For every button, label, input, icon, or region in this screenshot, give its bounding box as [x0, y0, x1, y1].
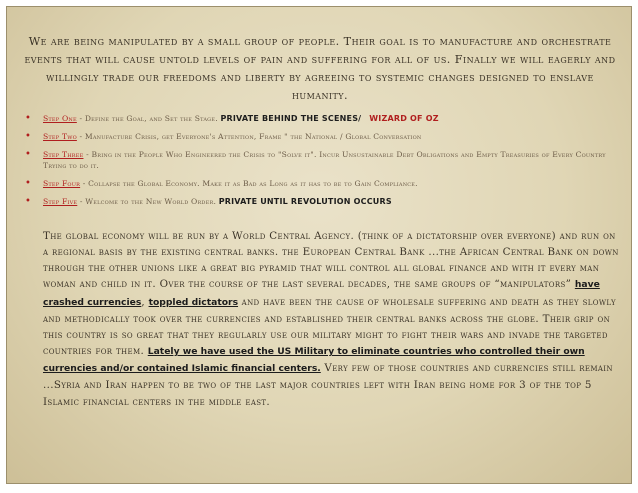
steps-list [7, 113, 632, 207]
list-item [25, 131, 618, 142]
slide-title: We are being manipulated by a small group of people. Their goal is to manufacture and orchestrate events that will cause untold levels of pain and suffering for all of us. Finally we will eagerly and willingly trade our freedoms and liberty by agreeing to systemic changes designed to enslave humanity. [24, 35, 616, 102]
list-item [25, 149, 618, 171]
step-text: - Define the Goal, and Set the Stage. [76, 114, 218, 123]
bullet-icon: • [25, 131, 32, 142]
step-one-link[interactable]: Step One [43, 114, 77, 123]
step-note: PRIVATE UNTIL REVOLUTION OCCURS [218, 197, 392, 206]
step-text: - Welcome to the New World Order. [77, 197, 217, 206]
step-four-link[interactable]: Step Four [43, 179, 81, 188]
highlight-toppled-dictators: toppled dictators [148, 296, 239, 308]
step-note: PRIVATE BEHIND THE SCENES/ [220, 114, 362, 123]
highlight-crashed-currencies: have crashed currencies [43, 279, 600, 308]
bullet-icon: • [25, 178, 32, 189]
paragraph-text: The global economy will be run by a World Central Agency. (think of a dictatorship over everyone) and run on a regional basis by the existing central banks. the European Central Bank ...the African Central Bank on down through the other unions like a great big pyramid that will control all global finance and with it every man woman and child in it. Over the course of the last several decades, the same groups of “manipulators” [43, 230, 619, 291]
step-note-red: WIZARD OF OZ [369, 114, 439, 123]
highlight-us-military: Lately we have used the US Military to eliminate countries who controlled their own currencies and/or contained Islamic financial centers. [43, 346, 585, 375]
step-three-link[interactable]: Step Three [43, 150, 84, 159]
bullet-icon: • [25, 196, 32, 207]
step-text: - Bring in the People Who Engineered the Crisis to "Solve it". Incur Unsustainable Debt Obligations and Empty Treasuries of Every Country Trying to do it. [43, 150, 606, 170]
list-item [25, 196, 618, 207]
slide [6, 6, 632, 484]
step-text: - Manufacture Crisis, get Everyone's Attention, Frame " the National / Global Conversation [76, 132, 422, 141]
step-two-link[interactable]: Step Two [43, 132, 77, 141]
bullet-icon: • [25, 149, 32, 160]
list-item [25, 113, 618, 124]
body-paragraph [43, 228, 619, 410]
paragraph-sep: , [141, 295, 149, 308]
step-text: - Collapse the Global Economy. Make it as Bad as Long as it has to be to Gain Compliance. [80, 179, 418, 188]
paragraph-text: and have been the cause of wholesale suffering and death as they slowly and methodically took over the currencies and established their central banks across the globe. Their grip on this country is so great that they regularly use our military might to fight their wars and invade the targeted countries for them. [43, 295, 616, 358]
step-five-link[interactable]: Step Five [43, 197, 78, 206]
list-item [25, 178, 618, 189]
paragraph-text: Very few of those countries and currencies still remain ...Syria and Iran happen to be two of the last major countries left with Iran being home for 3 of the top 5 Islamic financial centers in the middle east. [43, 362, 613, 408]
bullet-icon: • [25, 113, 32, 124]
